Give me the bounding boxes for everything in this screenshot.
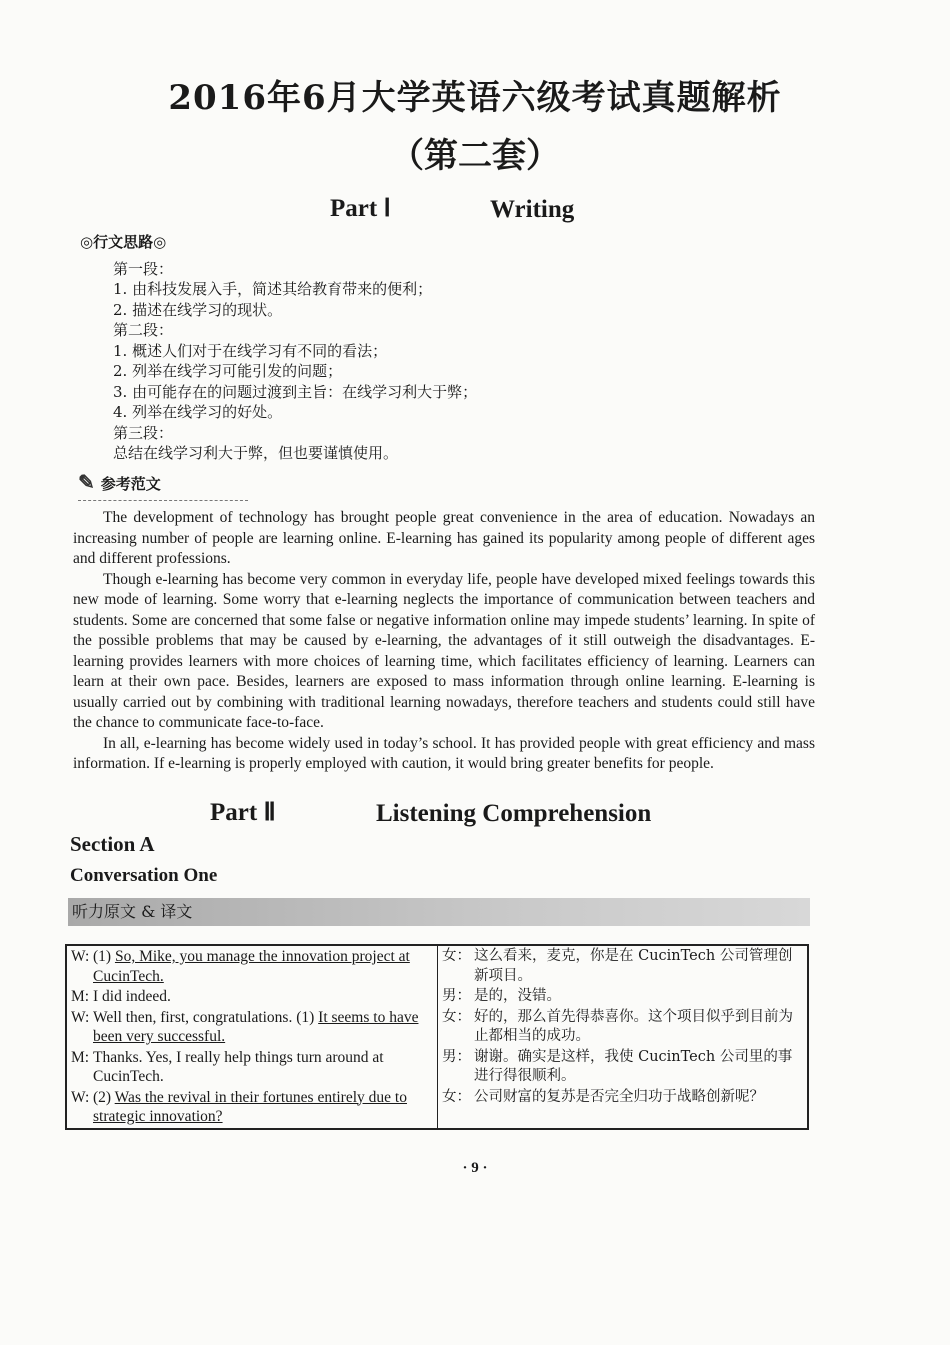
page-number: · 9 · bbox=[462, 1160, 488, 1176]
speaker-label: 女： bbox=[442, 1088, 471, 1105]
page-title: 2016年6月大学英语六级考试真题解析 bbox=[168, 78, 782, 118]
speaker-label: 女： bbox=[442, 948, 471, 964]
outline-line: 2. 描述在线学习的现状。 bbox=[113, 300, 283, 319]
sample-essay bbox=[73, 508, 815, 775]
underlined-text: So, Mike, you manage the innovation project at CucinTech. bbox=[93, 948, 410, 985]
sample-essay-heading bbox=[78, 470, 248, 501]
line-text: Well then, first, congratulations. (1) bbox=[93, 1008, 319, 1026]
speaker-label: W: bbox=[71, 1088, 90, 1106]
outline-line: 4. 列举在线学习的好处。 bbox=[113, 403, 283, 421]
speaker-label: 男： bbox=[442, 1048, 471, 1065]
pen-icon: ✎ bbox=[78, 470, 95, 494]
line-text: (2) bbox=[93, 1088, 115, 1106]
outline-line: 总结在线学习利大于弊，但也要谨慎使用。 bbox=[113, 444, 399, 462]
outline-line: 第一段： bbox=[113, 259, 174, 278]
writing-outline bbox=[80, 232, 477, 464]
speaker-label: M: bbox=[71, 1048, 90, 1066]
speaker-label: M: bbox=[71, 988, 90, 1005]
sample-heading-text: 参考范文 bbox=[100, 475, 161, 493]
part1-name: Writing bbox=[490, 196, 575, 223]
part2-label: Part Ⅱ bbox=[210, 799, 276, 826]
translation-text: 是的，没错。 bbox=[474, 988, 561, 1004]
outline-line: 1. 概述人们对于在线学习有不同的看法； bbox=[113, 341, 388, 360]
outline-line: 1. 由科技发展入手，简述其给教育带来的便利； bbox=[113, 280, 433, 298]
outline-line: 2. 列举在线学习可能引发的问题； bbox=[113, 362, 343, 380]
speaker-label: W: bbox=[71, 1008, 90, 1026]
conversation-heading: Conversation One bbox=[70, 865, 218, 886]
outline-line: 第三段： bbox=[113, 423, 174, 442]
section-heading: Section A bbox=[70, 832, 155, 856]
transcript-band: 听力原文 & 译文 bbox=[68, 898, 810, 926]
essay-paragraph: The development of technology has brought people great convenience in the area of education. Nowadays an increasing number of people are learning online. E-learning has gained its popularity among people of different ages and different professions. bbox=[73, 509, 815, 567]
speaker-label: 女： bbox=[442, 1008, 471, 1025]
underlined-text: Was the revival in their fortunes entirely due to strategic innovation? bbox=[93, 1088, 407, 1125]
essay-paragraph: In all, e-learning has become widely used in today’s school. It has provided people with great efficiency and mass information. If e-learning is properly employed with caution, it would bring greater benefits for people. bbox=[73, 734, 815, 772]
translation-text: 谢谢。确实是这样，我使 CucinTech 公司里的事进行得很顺利。 bbox=[474, 1048, 793, 1084]
page-subtitle: （第二套） bbox=[390, 136, 560, 176]
essay-paragraph: Though e-learning has become very common in everyday life, people have developed mixed feelings towards this new mode of learning. Some worry that e-learning neglects the importance of communication between teachers and students. Some are concerned that some false or negative information online may impede students’ learning. In spite of the possible problems that may be caused by e-learning, the advantages of it still outweigh the disadvantages. E-learning provides learners with more choices of learning time, which facilitates efficiency of learning. Learners can learn at their own pace. Besides, learners are exposed to mass information through online learning. E-learning is usually carried out by combining with traditional learning nowadays, therefore teachers and students could still have the chance to communicate face-to-face. bbox=[73, 570, 815, 731]
speaker-label: W: bbox=[71, 948, 90, 965]
outline-line: 3. 由可能存在的问题过渡到主旨：在线学习利大于弊； bbox=[113, 382, 478, 401]
dialogue-row bbox=[66, 945, 808, 1129]
part1-label: Part Ⅰ bbox=[330, 195, 391, 222]
line-text: I did indeed. bbox=[93, 988, 171, 1005]
translation-text: 好的，那么首先得恭喜你。这个项目似乎到目前为止都相当的成功。 bbox=[474, 1008, 793, 1044]
chinese-column bbox=[438, 945, 809, 1129]
line-text: (1) bbox=[93, 948, 115, 965]
translation-text: 这么看来，麦克，你是在 CucinTech 公司管理创新项目。 bbox=[474, 948, 793, 984]
translation-text: 公司财富的复苏是否完全归功于战略创新呢？ bbox=[474, 1088, 764, 1105]
outline-heading: ◎行文思路◎ bbox=[80, 233, 167, 251]
outline-line: 第二段： bbox=[113, 321, 174, 339]
dialogue-table bbox=[65, 944, 809, 1130]
english-column bbox=[66, 945, 438, 1129]
line-text: Thanks. Yes, I really help things turn around at CucinTech. bbox=[93, 1048, 384, 1085]
speaker-label: 男： bbox=[442, 988, 471, 1004]
part2-name: Listening Comprehension bbox=[376, 800, 652, 827]
underlined-text: It seems to have been very successful. bbox=[93, 1008, 419, 1045]
